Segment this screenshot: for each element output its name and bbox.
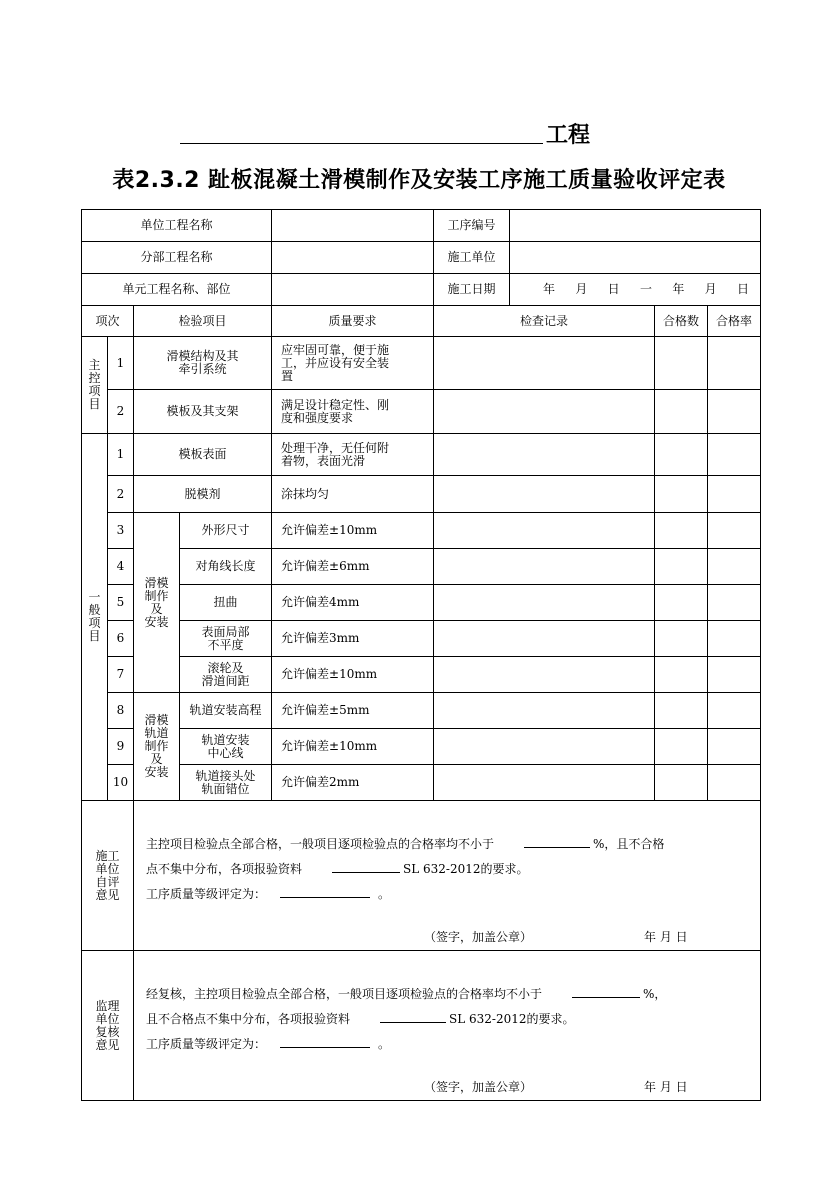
opinion-line-3-text: 工序质量等级评定为：: [146, 887, 267, 901]
quality-requirement: [272, 585, 434, 621]
process-no-label: 工序编号: [447, 218, 496, 232]
quality-requirement-line: 满足设计稳定性、刚: [281, 397, 390, 412]
main-control-char: 目: [88, 397, 101, 411]
opinion-line-1-text: 经复核，主控项目检验点全部合格，一般项目逐项检验点的合格率均不小于: [146, 987, 543, 1001]
sub-project-label: 分部工程名称: [140, 250, 213, 264]
row-number: [108, 621, 134, 657]
qualified-rate-cell[interactable]: [708, 513, 761, 549]
signature-text: （签字，加盖公章）: [424, 1080, 533, 1094]
inspection-item-line: 模板及其支架: [166, 404, 239, 418]
self-eval-label: [82, 801, 134, 951]
row-number: [108, 585, 134, 621]
supervisor-eval-label-line: 监理: [95, 998, 120, 1013]
opinion-line-2: [146, 1010, 575, 1026]
qualified-rate-cell[interactable]: [708, 765, 761, 801]
quality-requirement: [272, 693, 434, 729]
inspection-item: [134, 337, 272, 390]
qualified-rate-cell[interactable]: [708, 390, 761, 434]
inspection-item-line: 滑模结构及其: [166, 349, 239, 363]
inspection-item: [134, 390, 272, 434]
inspection-item: [134, 476, 272, 513]
check-record-cell[interactable]: [434, 585, 655, 621]
col-record-label: 检查记录: [520, 313, 569, 328]
slipform-group-label-line: 及: [150, 601, 163, 616]
date-part: 年: [672, 282, 685, 296]
supervisor-eval-label-line: 单位: [95, 1011, 120, 1026]
qualified-rate-cell[interactable]: [708, 549, 761, 585]
qualified-count-cell[interactable]: [655, 693, 708, 729]
quality-requirement-text: 允许偏差4mm: [281, 595, 360, 609]
check-record-cell[interactable]: [434, 513, 655, 549]
general-char: 般: [88, 603, 101, 617]
inspection-item: [180, 657, 272, 693]
quality-requirement: [272, 621, 434, 657]
col-record: [434, 306, 655, 337]
row-number: [108, 765, 134, 801]
quality-requirement-line: 工，并应设有安全装: [281, 355, 390, 370]
quality-requirement-text: 允许偏差±10mm: [281, 667, 378, 681]
quality-requirement-line: 度和强度要求: [281, 410, 354, 425]
row-number-text: 5: [116, 595, 125, 609]
quality-grade-blank[interactable]: [280, 885, 370, 898]
quality-requirement: [272, 513, 434, 549]
inspection-item-line: 牵引系统: [178, 362, 227, 376]
opinion-line-3: [146, 1035, 390, 1051]
qualified-rate-cell[interactable]: [708, 657, 761, 693]
date-part: 日: [607, 282, 620, 296]
check-record-cell[interactable]: [434, 549, 655, 585]
element-project-value[interactable]: [272, 274, 434, 306]
inspection-item-line: 轨道安装高程: [189, 703, 262, 717]
col-qualified-rate: [708, 306, 761, 337]
opinion-line-2-text: 点不集中分布，各项报验资料: [146, 862, 303, 876]
project-name-blank[interactable]: [180, 143, 543, 144]
sub-project-value[interactable]: [272, 242, 434, 274]
sub-project-label-cell: [82, 242, 272, 274]
inspection-item: [180, 693, 272, 729]
col-item: [134, 306, 272, 337]
opinion-line-1: [146, 835, 664, 851]
process-no-value[interactable]: [510, 210, 761, 242]
qualified-count-cell[interactable]: [655, 621, 708, 657]
quality-requirement: [272, 657, 434, 693]
quality-requirement: [272, 729, 434, 765]
element-project-label: 单元工程名称、部位: [122, 282, 231, 296]
row-number: [108, 513, 134, 549]
date-range: [513, 283, 757, 296]
opinion-line-1-blank[interactable]: [572, 985, 640, 998]
inspection-item: [180, 729, 272, 765]
quality-requirement-text: 允许偏差±10mm: [281, 739, 378, 753]
row-number: [108, 549, 134, 585]
col-qualified-count-label: 合格数: [663, 313, 700, 328]
row-number: [108, 476, 134, 513]
quality-requirement: [272, 434, 434, 476]
project-suffix: 工程: [546, 123, 591, 148]
inspection-item: [134, 434, 272, 476]
check-record-cell[interactable]: [434, 476, 655, 513]
construction-unit-label-cell: [434, 242, 510, 274]
qualified-count-cell[interactable]: [655, 476, 708, 513]
quality-grade-blank[interactable]: [280, 1035, 370, 1048]
signature-date[interactable]: [644, 1081, 688, 1094]
opinion-line-2-tail: SL 632-2012的要求。: [449, 1012, 575, 1026]
row-number: [108, 337, 134, 390]
main-control-char: 控: [88, 371, 101, 385]
check-record-cell[interactable]: [434, 729, 655, 765]
row-number: [108, 693, 134, 729]
qualified-rate-cell[interactable]: [708, 729, 761, 765]
opinion-line-2-blank[interactable]: [380, 1010, 446, 1023]
construction-unit-label: 施工单位: [447, 250, 496, 264]
track-group-label-line: 制作: [144, 739, 169, 753]
general-label: [82, 434, 108, 801]
main-control-char: 项: [88, 384, 101, 398]
self-eval-label-line: 意见: [95, 887, 120, 902]
inspection-item-line: 脱模剂: [184, 486, 221, 501]
signature-date-text: 年 月 日: [644, 930, 688, 944]
construction-unit-value[interactable]: [510, 242, 761, 274]
row-number-text: 2: [116, 486, 125, 501]
project-name-line: [180, 118, 640, 148]
inspection-item: [180, 549, 272, 585]
self-eval-label-line: 施工: [95, 848, 120, 863]
self-eval-content: [134, 801, 761, 951]
quality-requirement-line: 处理干净，无任何附: [281, 440, 390, 455]
row-number: [108, 657, 134, 693]
qualified-count-cell[interactable]: [655, 513, 708, 549]
main-control-label: [82, 337, 108, 434]
quality-requirement-line: 涂抹均匀: [281, 486, 330, 501]
signature-note: [424, 931, 532, 944]
row-number-text: 7: [116, 667, 125, 681]
qualified-rate-cell[interactable]: [708, 693, 761, 729]
col-qualified-count: [655, 306, 708, 337]
opinion-line-2: [146, 860, 529, 876]
general-char: 一: [88, 590, 101, 604]
supervisor-eval-label: [82, 951, 134, 1101]
quality-requirement: [272, 337, 434, 390]
date-part: 月: [704, 282, 717, 296]
inspection-item-line: 中心线: [207, 745, 244, 760]
inspection-item: [180, 621, 272, 657]
opinion-line-3: [146, 885, 390, 901]
slipform-group-label: [134, 513, 180, 693]
opinion-line-3-text: 工序质量等级评定为：: [146, 1037, 267, 1051]
quality-requirement: [272, 549, 434, 585]
row-number-text: 9: [116, 739, 125, 753]
self-eval-label-line: 单位: [95, 861, 120, 876]
signature-note: [424, 1081, 532, 1094]
row-number-text: 1: [116, 447, 125, 461]
track-group-label-line: 及: [150, 752, 163, 766]
qualified-count-cell[interactable]: [655, 390, 708, 434]
unit-project-label-cell: [82, 210, 272, 242]
quality-requirement-text: 允许偏差±10mm: [281, 523, 378, 537]
qualified-rate-cell[interactable]: [708, 337, 761, 390]
row-number-text: 6: [116, 631, 125, 645]
signature-date[interactable]: [644, 931, 688, 944]
supervisor-eval-label-line: 意见: [95, 1037, 120, 1052]
row-number-text: 8: [116, 703, 125, 717]
general-char: 项: [88, 616, 101, 630]
inspection-item-line: 模板表面: [178, 447, 227, 461]
page-title: 表2.3.2 趾板混凝土滑模制作及安装工序施工质量验收评定表: [112, 168, 726, 193]
quality-requirement-line: 着物，表面光滑: [281, 453, 366, 468]
row-number-text: 10: [112, 775, 129, 789]
check-record-cell[interactable]: [434, 693, 655, 729]
self-eval-label-line: 自评: [95, 874, 120, 889]
track-group-label-line: 轨道: [144, 726, 169, 740]
inspection-item-line: 表面局部: [201, 624, 250, 639]
check-record-cell[interactable]: [434, 390, 655, 434]
inspection-item-line: 不平度: [207, 637, 244, 652]
quality-requirement-text: 允许偏差2mm: [281, 775, 360, 789]
inspection-item-line: 轨面错位: [201, 781, 250, 796]
qualified-count-cell[interactable]: [655, 549, 708, 585]
inspection-item-line: 轨道安装: [201, 732, 250, 747]
col-qualified-rate-label: 合格率: [716, 313, 753, 328]
inspection-item: [180, 765, 272, 801]
qualified-rate-cell[interactable]: [708, 585, 761, 621]
supervisor-eval-label-line: 复核: [95, 1024, 120, 1039]
inspection-item-line: 外形尺寸: [201, 523, 250, 537]
quality-requirement: [272, 390, 434, 434]
process-no-label-cell: [434, 210, 510, 242]
evaluation-table: [81, 209, 761, 1101]
opinion-line-1-tail: %，且不合格: [593, 837, 665, 851]
track-group-label-line: 安装: [144, 765, 169, 779]
qualified-count-cell[interactable]: [655, 657, 708, 693]
check-record-cell[interactable]: [434, 337, 655, 390]
inspection-item-line: 轨道接头处: [195, 768, 256, 783]
quality-requirement: [272, 765, 434, 801]
opinion-line-3-tail: 。: [378, 887, 391, 901]
date-part: 一: [640, 282, 653, 296]
col-seq: [82, 306, 134, 337]
col-requirement-label: 质量要求: [328, 313, 377, 328]
qualified-count-cell[interactable]: [655, 585, 708, 621]
opinion-line-2-tail: SL 632-2012的要求。: [403, 862, 529, 876]
opinion-line-2-text: 且不合格点不集中分布，各项报验资料: [146, 1012, 351, 1026]
inspection-item: [180, 513, 272, 549]
general-char: 目: [88, 629, 101, 643]
opinion-line-1-tail: %，: [643, 987, 667, 1001]
row-number-text: 3: [116, 523, 125, 537]
col-item-label: 检验项目: [178, 313, 227, 328]
date-part: 月: [575, 282, 588, 296]
quality-requirement-text: 允许偏差3mm: [281, 631, 360, 645]
main-control-char: 主: [88, 358, 101, 372]
date-part: 年: [543, 282, 556, 296]
inspection-item-line: 滚轮及: [207, 660, 244, 675]
qualified-count-cell[interactable]: [655, 765, 708, 801]
inspection-item-line: 对角线长度: [195, 559, 256, 573]
row-number-text: 1: [116, 355, 125, 370]
row-number: [108, 390, 134, 434]
unit-project-label: 单位工程名称: [140, 218, 213, 232]
col-seq-label: 项次: [95, 313, 120, 328]
quality-requirement-line: 应牢固可靠，便于施: [281, 342, 390, 357]
inspection-item-line: 滑道间距: [201, 673, 250, 688]
opinion-line-1-blank[interactable]: [524, 835, 590, 848]
quality-requirement-line: 置: [281, 368, 294, 383]
quality-requirement: [272, 476, 434, 513]
unit-project-value[interactable]: [272, 210, 434, 242]
construction-date-label: 施工日期: [447, 282, 496, 296]
quality-requirement-text: 允许偏差±5mm: [281, 703, 370, 717]
qualified-count-cell[interactable]: [655, 729, 708, 765]
date-part: 日: [736, 282, 749, 296]
qualified-rate-cell[interactable]: [708, 621, 761, 657]
row-number-text: 2: [116, 404, 125, 418]
element-project-label-cell: [82, 274, 272, 306]
slipform-group-label-line: 安装: [144, 614, 169, 629]
inspection-item-line: 扭曲: [213, 595, 238, 609]
supervisor-eval-content: [134, 951, 761, 1101]
track-group-label-line: 滑模: [144, 713, 169, 727]
check-record-cell[interactable]: [434, 621, 655, 657]
qualified-count-cell[interactable]: [655, 434, 708, 476]
row-number-text: 4: [116, 559, 125, 573]
row-number: [108, 729, 134, 765]
slipform-group-label-line: 制作: [144, 588, 169, 603]
qualified-rate-cell[interactable]: [708, 434, 761, 476]
signature-text: （签字，加盖公章）: [424, 930, 533, 944]
row-number: [108, 434, 134, 476]
slipform-group-label-line: 滑模: [144, 575, 169, 590]
construction-date-label-cell: [434, 274, 510, 306]
inspection-item: [180, 585, 272, 621]
check-record-cell[interactable]: [434, 765, 655, 801]
qualified-rate-cell[interactable]: [708, 476, 761, 513]
quality-requirement-text: 允许偏差±6mm: [281, 559, 370, 573]
check-record-cell[interactable]: [434, 434, 655, 476]
qualified-count-cell[interactable]: [655, 337, 708, 390]
construction-date-value[interactable]: [510, 274, 761, 306]
opinion-line-1-text: 主控项目检验点全部合格，一般项目逐项检验点的合格率均不小于: [146, 837, 495, 851]
opinion-line-2-blank[interactable]: [332, 860, 400, 873]
opinion-line-1: [146, 985, 666, 1001]
track-group-label: [134, 693, 180, 801]
col-requirement: [272, 306, 434, 337]
signature-date-text: 年 月 日: [644, 1080, 688, 1094]
opinion-line-3-tail: 。: [378, 1037, 391, 1051]
check-record-cell[interactable]: [434, 657, 655, 693]
